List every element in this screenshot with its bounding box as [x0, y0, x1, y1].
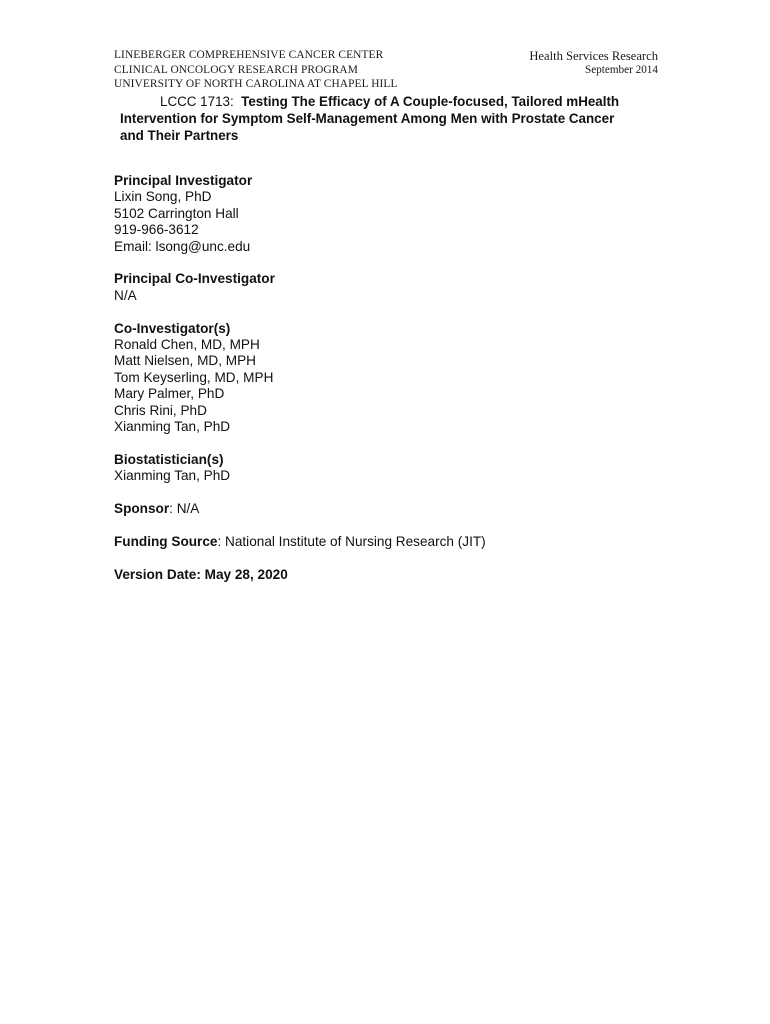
section-heading: Principal Co-Investigator — [114, 271, 275, 287]
sponsor-line — [114, 501, 674, 517]
version-date: Version Date: May 28, 2020 — [114, 566, 288, 582]
sponsor-value: : N/A — [169, 501, 200, 517]
protocol-code: LCCC 1713: — [160, 94, 234, 109]
list-item: Tom Keyserling, MD, MPH — [114, 369, 274, 385]
header-line-cancer-center: LINEBERGER COMPREHENSIVE CANCER CENTER — [114, 49, 384, 61]
list-item: N/A — [114, 287, 137, 303]
title-text-line-3: and Their Partners — [120, 128, 239, 143]
sponsor-label: Sponsor — [114, 501, 170, 517]
title-text-line-2: Intervention for Symptom Self-Management Among Men with Prostate Cancer — [120, 111, 615, 126]
list-item: Xianming Tan, PhD — [114, 419, 231, 435]
protocol-personnel — [114, 173, 674, 599]
section-principal-co-investigator — [114, 271, 674, 304]
section-version-date — [114, 567, 674, 583]
section-co-investigators — [114, 321, 674, 436]
list-item: Chris Rini, PhD — [114, 402, 207, 418]
title-line-2 — [120, 110, 660, 127]
title-text-line-1: Testing The Efficacy of A Couple-focused, Tailored mHealth — [241, 94, 620, 109]
section-biostatisticians — [114, 452, 674, 485]
header-line-research-program: CLINICAL ONCOLOGY RESEARCH PROGRAM — [114, 63, 358, 76]
section-heading: Principal Investigator — [114, 173, 253, 188]
pi-email: Email: lsong@unc.edu — [114, 238, 251, 254]
funding-line — [114, 534, 674, 550]
header-date: September 2014 — [584, 64, 658, 76]
title-line-3 — [120, 127, 660, 144]
header-meta-block — [529, 48, 658, 77]
header-institution-block — [114, 48, 398, 92]
list-item: Ronald Chen, MD, MPH — [114, 337, 260, 353]
title-line-1 — [120, 93, 660, 110]
section-sponsor — [114, 501, 674, 517]
header-line-university: UNIVERSITY OF NORTH CAROLINA AT CHAPEL HILL — [114, 78, 398, 90]
section-funding-source — [114, 534, 674, 550]
list-item: Mary Palmer, PhD — [114, 386, 225, 402]
pi-name: Lixin Song, PhD — [114, 189, 212, 205]
list-item: Matt Nielsen, MD, MPH — [114, 353, 257, 369]
section-heading: Co-Investigator(s) — [114, 320, 231, 336]
section-principal-investigator — [114, 173, 674, 255]
funding-value: : National Institute of Nursing Research (JIT) — [217, 533, 486, 549]
pi-phone: 919-966-3612 — [114, 222, 199, 238]
list-item: Xianming Tan, PhD — [114, 468, 231, 484]
section-heading: Biostatistician(s) — [114, 451, 224, 467]
pi-address: 5102 Carrington Hall — [114, 205, 239, 221]
protocol-title — [120, 93, 660, 144]
header-department: Health Services Research — [529, 49, 658, 63]
funding-label: Funding Source — [114, 533, 218, 549]
